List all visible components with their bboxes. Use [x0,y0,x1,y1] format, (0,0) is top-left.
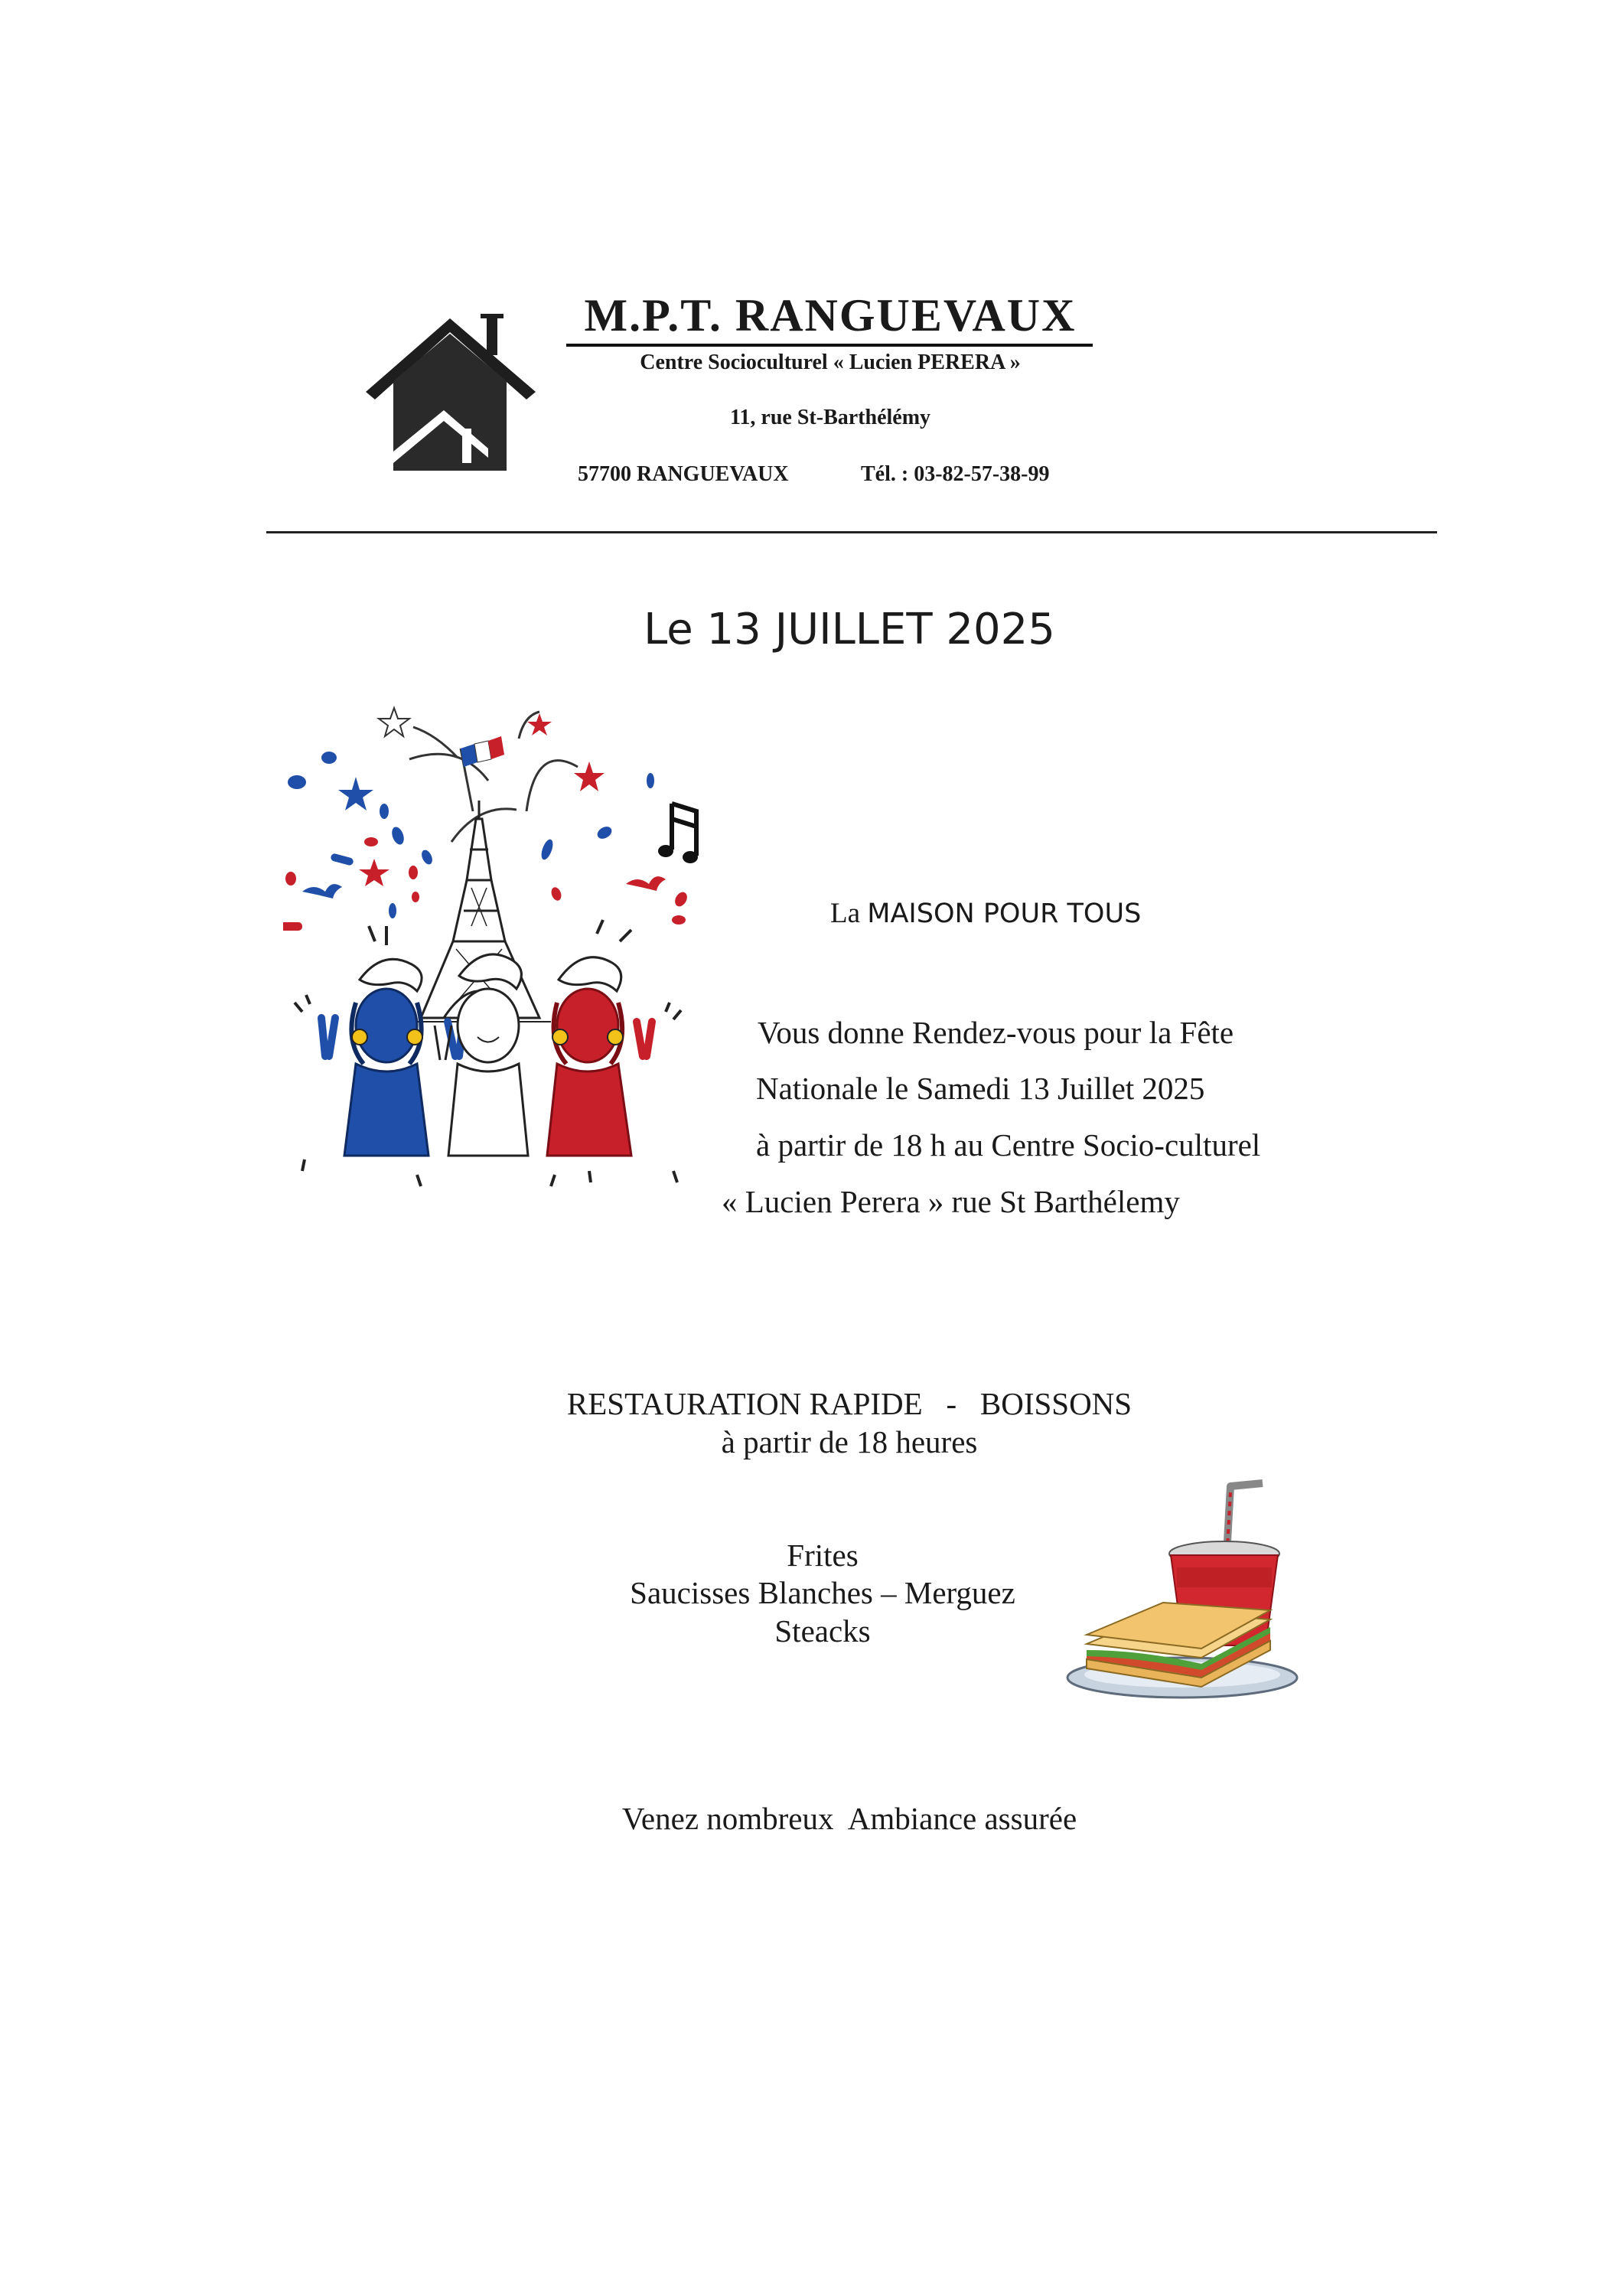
firework-trails [409,712,578,842]
music-note-icon [658,804,698,863]
org-street-address: 11, rue St-Barthélémy [729,406,931,429]
invitation-lead-org: MAISON POUR TOUS [867,899,1142,929]
restauration-heading: RESTAURATION RAPIDE - BOISSONS [566,1386,1133,1421]
org-phone: Tél. : 03-82-57-38-99 [861,462,1050,486]
invitation-line: « Lucien Perera » rue St Barthélemy [722,1184,1180,1219]
restauration-time: à partir de 18 heures [721,1424,978,1459]
event-title: Le 13 JUILLET 2025 [644,605,1055,654]
invitation-lead [830,897,1141,930]
menu-item: Steacks [774,1613,871,1649]
invitation-line: à partir de 18 h au Centre Socio-culturel [756,1127,1261,1163]
invitation-line: Vous donne Rendez-vous pour la Fête [758,1015,1234,1050]
marianne-white [435,954,528,1156]
house-icon [366,314,536,471]
header-divider [266,531,1437,533]
org-subtitle: Centre Socioculturel « Lucien PERERA » [640,351,1021,374]
drink-and-sandwich-illustration [1064,1477,1301,1707]
bastille-day-illustration [283,696,727,1202]
stars [338,708,605,886]
org-name: M.P.T. RANGUEVAUX [584,290,1077,341]
menu-item: Saucisses Blanches – Merguez [630,1575,1015,1610]
menu-item: Frites [787,1538,859,1573]
org-name-underline [566,344,1093,347]
marianne-blue [321,959,463,1156]
eiffel-tower [409,801,551,1022]
marianne-red [547,957,652,1156]
invitation-lead-prefix: La [830,898,868,929]
invitation-line: Nationale le Samedi 13 Juillet 2025 [756,1071,1205,1106]
closing-message: Venez nombreux Ambiance assurée [621,1801,1077,1836]
org-city: 57700 RANGUEVAUX [578,462,789,486]
